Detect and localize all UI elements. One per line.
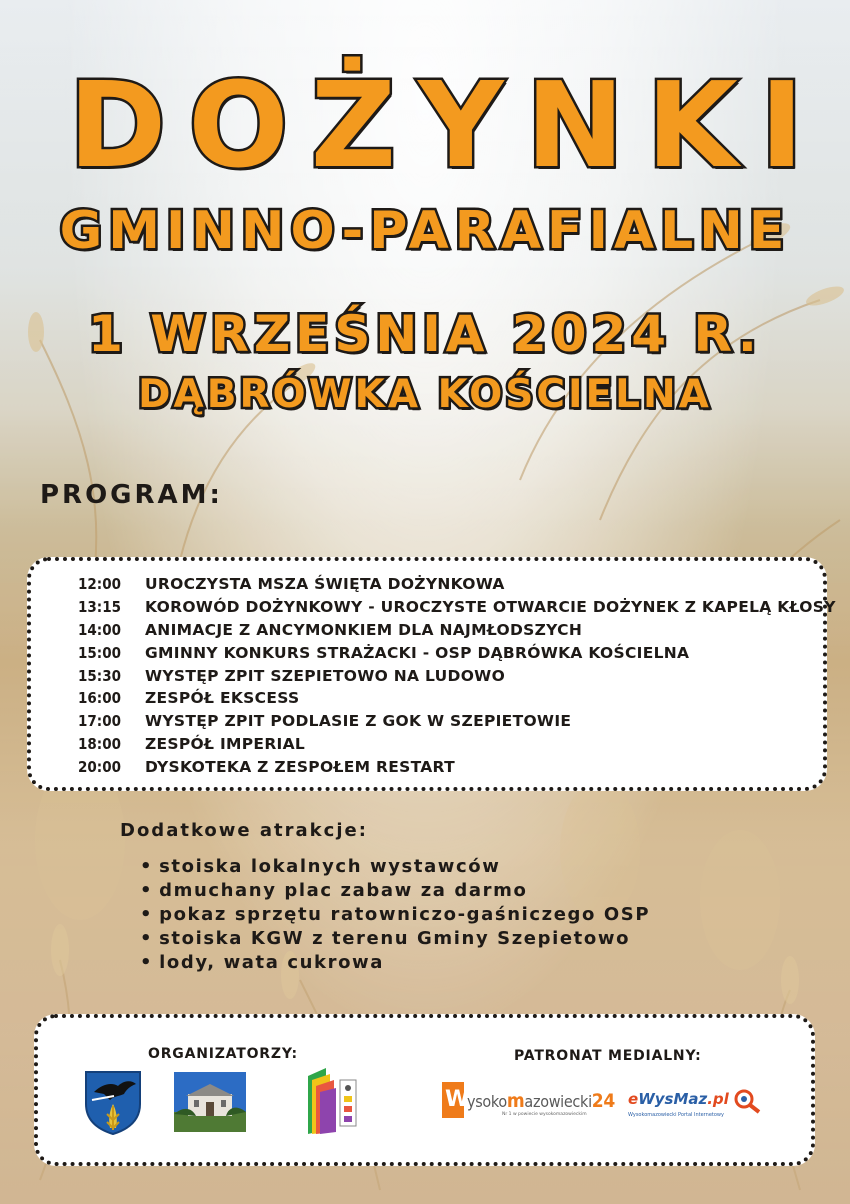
wm-logo-mark xyxy=(442,1082,470,1118)
program-item xyxy=(59,733,836,756)
program-time: 14:00 xyxy=(78,620,121,639)
ewysmaz-logo[interactable] xyxy=(628,1088,768,1128)
ew-logo-tagline: Wysokomazowiecki Portal Internetowy xyxy=(628,1112,724,1118)
wysokomazowiecki24-logo[interactable] xyxy=(442,1082,615,1124)
program-time: 16:00 xyxy=(78,689,121,708)
ew-logo-part2: WysMaz xyxy=(638,1090,708,1108)
wm-logo-text xyxy=(467,1090,615,1112)
program-item xyxy=(59,619,836,642)
program-text: WYSTĘP ZPIT SZEPIETOWO NA LUDOWO xyxy=(145,666,506,685)
extras-item xyxy=(140,903,650,927)
extras-item xyxy=(140,855,650,879)
book-logo-icon xyxy=(304,1066,358,1136)
extras-item xyxy=(140,879,650,903)
program-item xyxy=(59,641,836,664)
ew-logo-text xyxy=(628,1090,729,1108)
wm-logo-part1: ysoko xyxy=(467,1092,507,1111)
program-time: 12:00 xyxy=(78,575,121,594)
program-time: 20:00 xyxy=(78,757,121,776)
program-item xyxy=(59,755,836,778)
program-text: UROCZYSTA MSZA ŚWIĘTA DOŻYNKOWA xyxy=(145,575,505,594)
program-text: ZESPÓŁ IMPERIAL xyxy=(145,734,306,753)
bullet-icon: • xyxy=(140,952,154,973)
program-text: WYSTĘP ZPIT PODLASIE Z GOK W SZEPIETOWIE xyxy=(145,712,572,731)
program-text: DYSKOTEKA Z ZESPOŁEM RESTART xyxy=(145,757,455,776)
coat-of-arms-icon xyxy=(84,1070,142,1136)
extras-list xyxy=(140,855,650,975)
extras-title: Dodatkowe atrakcje: xyxy=(120,820,368,841)
bullet-icon: • xyxy=(140,856,154,877)
extras-item-text: stoiska lokalnych wystawców xyxy=(159,856,501,877)
event-place: DĄBRÓWKA KOŚCIELNA xyxy=(138,372,712,417)
program-text: ZESPÓŁ EKSCESS xyxy=(145,689,300,708)
extras-item-text: pokaz sprzętu ratowniczo-gaśniczego OSP xyxy=(159,904,651,925)
wm-logo-part4: 24 xyxy=(591,1090,615,1112)
ew-logo-part3: .pl xyxy=(707,1090,729,1108)
program-list xyxy=(59,573,836,778)
event-date: 1 WRZEŚNIA 2024 R. xyxy=(88,305,762,363)
bullet-icon: • xyxy=(140,880,154,901)
extras-item-text: lody, wata cukrowa xyxy=(159,952,385,973)
program-item xyxy=(59,664,836,687)
program-item xyxy=(59,687,836,710)
program-item xyxy=(59,596,836,619)
program-box xyxy=(27,557,836,791)
organizers-box xyxy=(34,1014,815,1166)
extras-item-text: dmuchany plac zabaw za darmo xyxy=(159,880,528,901)
bullet-icon: • xyxy=(140,928,154,949)
wm-logo-tagline: Nr 1 w powiecie wysokomazowieckim xyxy=(502,1112,587,1117)
church-photo-icon xyxy=(174,1072,246,1132)
extras-item xyxy=(140,927,650,951)
program-time: 17:00 xyxy=(78,712,121,731)
program-time: 18:00 xyxy=(78,734,121,753)
ew-logo-part1: e xyxy=(628,1090,639,1108)
program-text: ANIMACJE Z ANCYMONKIEM DLA NAJMŁODSZYCH xyxy=(145,620,583,639)
poster-subtitle: GMINNO-PARAFIALNE xyxy=(59,201,791,261)
program-time: 15:30 xyxy=(78,666,121,685)
patron-label: PATRONAT MEDIALNY: xyxy=(514,1048,702,1064)
bullet-icon: • xyxy=(140,904,154,925)
organizers-label: ORGANIZATORZY: xyxy=(148,1046,298,1062)
program-text: KOROWÓD DOŻYNKOWY - UROCZYSTE OTWARCIE DOŻYNEK Z KAPELĄ KŁOSY xyxy=(145,598,836,617)
wm-logo-part2: m xyxy=(506,1090,525,1112)
extras-item xyxy=(140,951,650,975)
program-text: GMINNY KONKURS STRAŻACKI - OSP DĄBRÓWKA KOŚCIELNA xyxy=(145,643,690,662)
program-label: PROGRAM: xyxy=(40,480,223,510)
program-item xyxy=(59,710,836,733)
extras-item-text: stoiska KGW z terenu Gminy Szepietowo xyxy=(159,928,631,949)
program-time: 13:15 xyxy=(78,598,121,617)
wm-logo-part3: azowiecki xyxy=(524,1092,592,1111)
program-item xyxy=(59,573,836,596)
magnifier-icon xyxy=(732,1088,762,1114)
program-time: 15:00 xyxy=(78,643,121,662)
poster-title: DOŻYNKI xyxy=(68,56,826,194)
wm-logo-initial: W xyxy=(445,1087,470,1112)
